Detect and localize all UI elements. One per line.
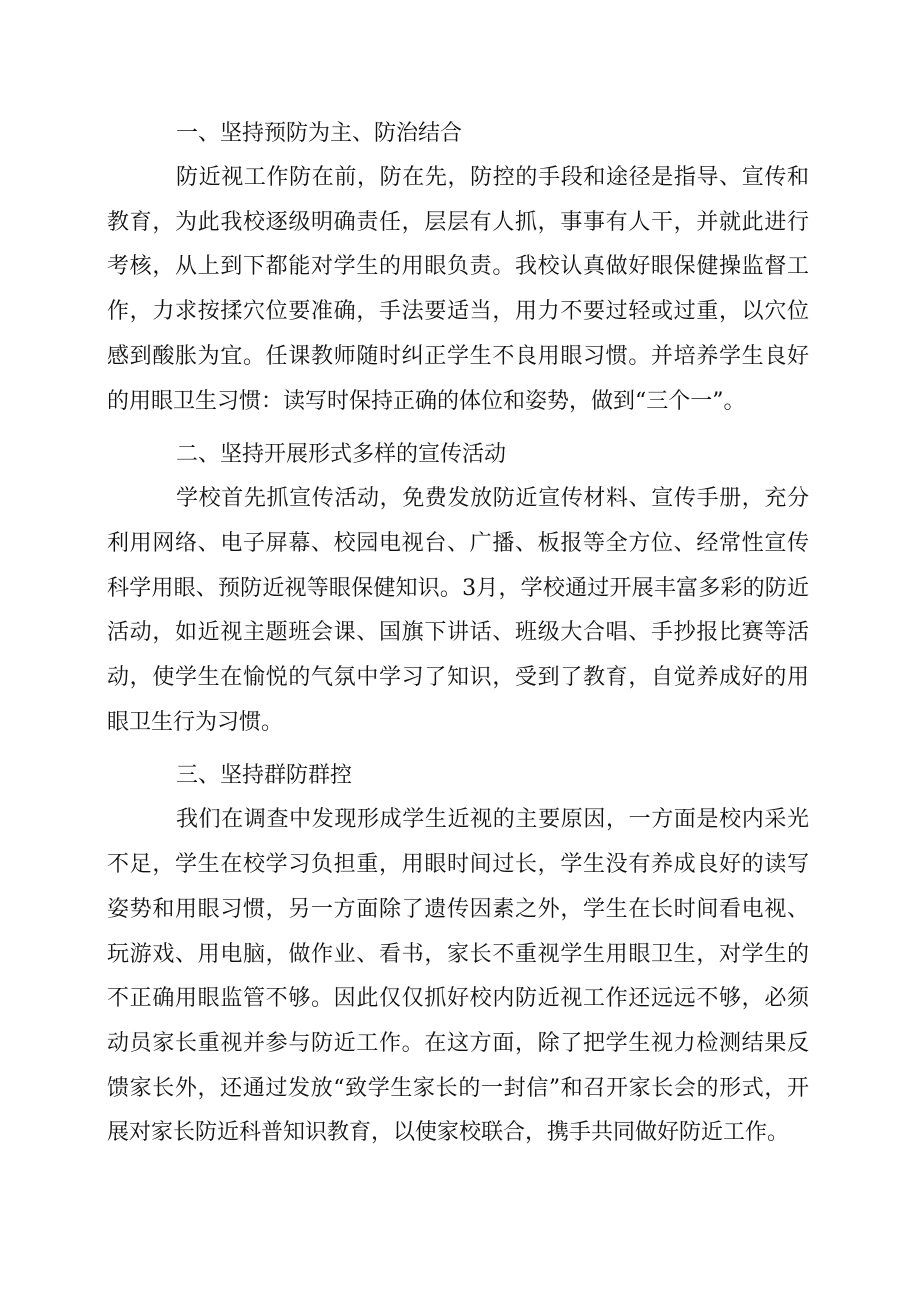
section-paragraph-3: 我们在调查中发现形成学生近视的主要原因，一方面是校内采光不足，学生在校学习负担重，用眼时间过长，学生没有养成良好的读写姿势和用眼习惯，另一方面除了遗传因素之外，学生在长时间看电视、玩游戏、用电脑，做作业、看书，家长不重视学生用眼卫生，对学生的不正确用眼监管不够。因此仅仅抓好校内防近视工作还远远不够，必须动员家长重视并参与防近工作。在这方面，除了把学生视力检测结果反馈家长外，还通过发放“致学生家长的一封信”和召开家长会的形式，开展对家长防近科普知识教育，以使家校联合，携手共同做好防近工作。	[107, 807, 809, 1146]
section-heading-2: 二、坚持开展形式多样的宣传活动	[176, 442, 507, 468]
section-paragraph-2: 学校首先抓宣传活动，免费发放防近宣传材料、宣传手册，充分利用网络、电子屏幕、校园电视台、广播、板报等全方位、经常性宣传科学用眼、预防近视等眼保健知识。3月，学校通过开展丰富多彩的防近活动，如近视主题班会课、国旗下讲话、班级大合唱、手抄报比赛等活动，使学生在愉悦的气氛中学习了知识，受到了教育，自觉养成好的用眼卫生行为习惯。	[107, 486, 809, 735]
section-paragraph-1: 防近视工作防在前，防在先，防控的手段和途径是指导、宣传和教育，为此我校逐级明确责任，层层有人抓，事事有人干，并就此进行考核，从上到下都能对学生的用眼负责。我校认真做好眼保健操监督工作，力求按揉穴位要准确，手法要适当，用力不要过轻或过重，以穴位感到酸胀为宜。任课教师随时纠正学生不良用眼习惯。并培养学生良好的用眼卫生习惯：读写时保持正确的体位和姿势，做到“三个一”。	[107, 165, 809, 414]
section-heading-3: 三、坚持群防群控	[176, 763, 353, 789]
section-heading-1: 一、坚持预防为主、防治结合	[176, 121, 463, 146]
section-gap	[107, 745, 809, 754]
document-page	[107, 112, 809, 1156]
section-gap	[107, 424, 809, 433]
